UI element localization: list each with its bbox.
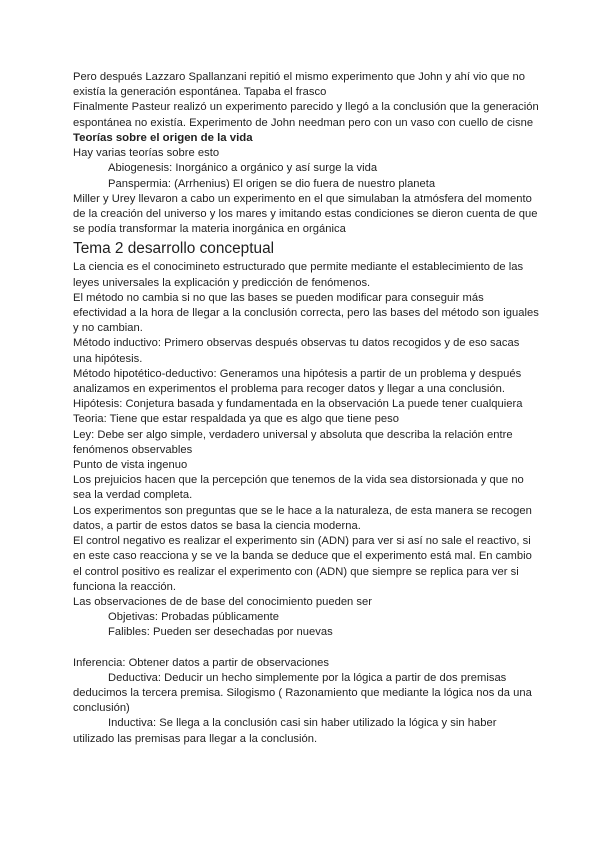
paragraph-inferencia: Inferencia: Obtener datos a partir de observaciones xyxy=(73,656,329,669)
paragraph-teoria: Teoria: Tiene que estar respaldada ya que es algo que tiene peso xyxy=(73,413,399,426)
item-panspermia: Panspermia: (Arrhenius) El origen se dio fuera de nuestro planeta xyxy=(108,177,436,190)
paragraph-observaciones: Las observaciones de de base del conocimiento pueden ser xyxy=(73,595,373,608)
paragraph-ley: Ley: Debe ser algo simple, verdadero universal y absoluta que describa la relación entre fenómenos observables xyxy=(73,428,513,456)
line-theories: Hay varias teorías sobre esto xyxy=(73,147,220,160)
item-objetivas: Objetivas: Probadas públicamente xyxy=(108,611,280,624)
heading-origin-theories: Teorías sobre el origen de la vida xyxy=(73,131,253,144)
paragraph-hipotetico-deductivo: Método hipotético-deductivo: Generamos una hipótesis a partir de un problema y después analizamos en experimentos el problema para recoger datos y llegar a una conclusión. xyxy=(73,367,522,396)
paragraph-miller-urey: Miller y Urey llevaron a cabo un experimento en el que simulaban la atmósfera del momento de la creación del universo y los mares y imitando estas condiciones se dieron cuenta de que se podía transformar la materia inorgánica en orgánica xyxy=(73,192,538,236)
paragraph-prejuicios: Los prejuicios hacen que la percepción que tenemos de la vida sea distorsionada y que no sea la verdad completa. xyxy=(73,474,524,502)
heading-tema-2: Tema 2 desarrollo conceptual xyxy=(73,240,275,258)
blank-line xyxy=(73,641,540,656)
item-abiogenesis: Abiogenesis: Inorgánico a orgánico y así surge la vida xyxy=(108,162,378,175)
paragraph-experimentos: Los experimentos son preguntas que se le hace a la naturaleza, de esta manera se recogen datos, a partir de estos datos se basa la ciencia moderna. xyxy=(73,504,532,532)
paragraph-spallanzani: Pero después Lazzaro Spallanzani repitió el mismo experimento que John y ahí vio que no existía la generación espontánea. Tapaba el frasco xyxy=(73,71,525,99)
paragraph-metodo-inductivo: Método inductivo: Primero observas después observas tu datos recogidos y de eso sacas una hipótesis. xyxy=(73,337,520,365)
paragraph-hipotesis: Hipótesis: Conjetura basada y fundamentada en la observación La puede tener cualquiera xyxy=(73,398,523,411)
paragraph-control: El control negativo es realizar el experimento sin (ADN) para ver si así no sale el reactivo, si en este caso reacciona y se ve la banda se deduce que el experimento está mal. En cambio el control positivo es realizar el experimento con (ADN) que siempre se replica para ver si funciona la reacción. xyxy=(73,535,532,593)
paragraph-pasteur: Finalmente Pasteur realizó un experimento parecido y llegó a la conclusión que la generación espontánea no existía. Experimento de John needman pero con un vaso con cuello de cisne xyxy=(73,101,539,129)
paragraph-punto-de-vista: Punto de vista ingenuo xyxy=(73,459,188,472)
paragraph-metodo: El método no cambia si no que las bases se pueden modificar para conseguir más efectividad a la hora de llegar a la conclusión correcta, pero las bases del método son iguales y no cambian. xyxy=(73,291,539,335)
item-falibles: Falibles: Pueden ser desechadas por nuevas xyxy=(108,626,333,639)
paragraph-deductiva: Deductiva: Deducir un hecho simplemente por la lógica a partir de dos premisas deducimos la tercera premisa. Silogismo ( Razonamiento que mediante la lógica nos da una conclusión) xyxy=(73,671,532,715)
paragraph-inductiva: Inductiva: Se llega a la conclusión casi sin haber utilizado la lógica y sin haber utilizado las premisas para llegar a la conclusión. xyxy=(73,717,497,745)
paragraph-ciencia: La ciencia es el conocimineto estructurado que permite mediante el establecimiento de las leyes universales la explicación y predicción de fenómenos. xyxy=(73,261,524,289)
